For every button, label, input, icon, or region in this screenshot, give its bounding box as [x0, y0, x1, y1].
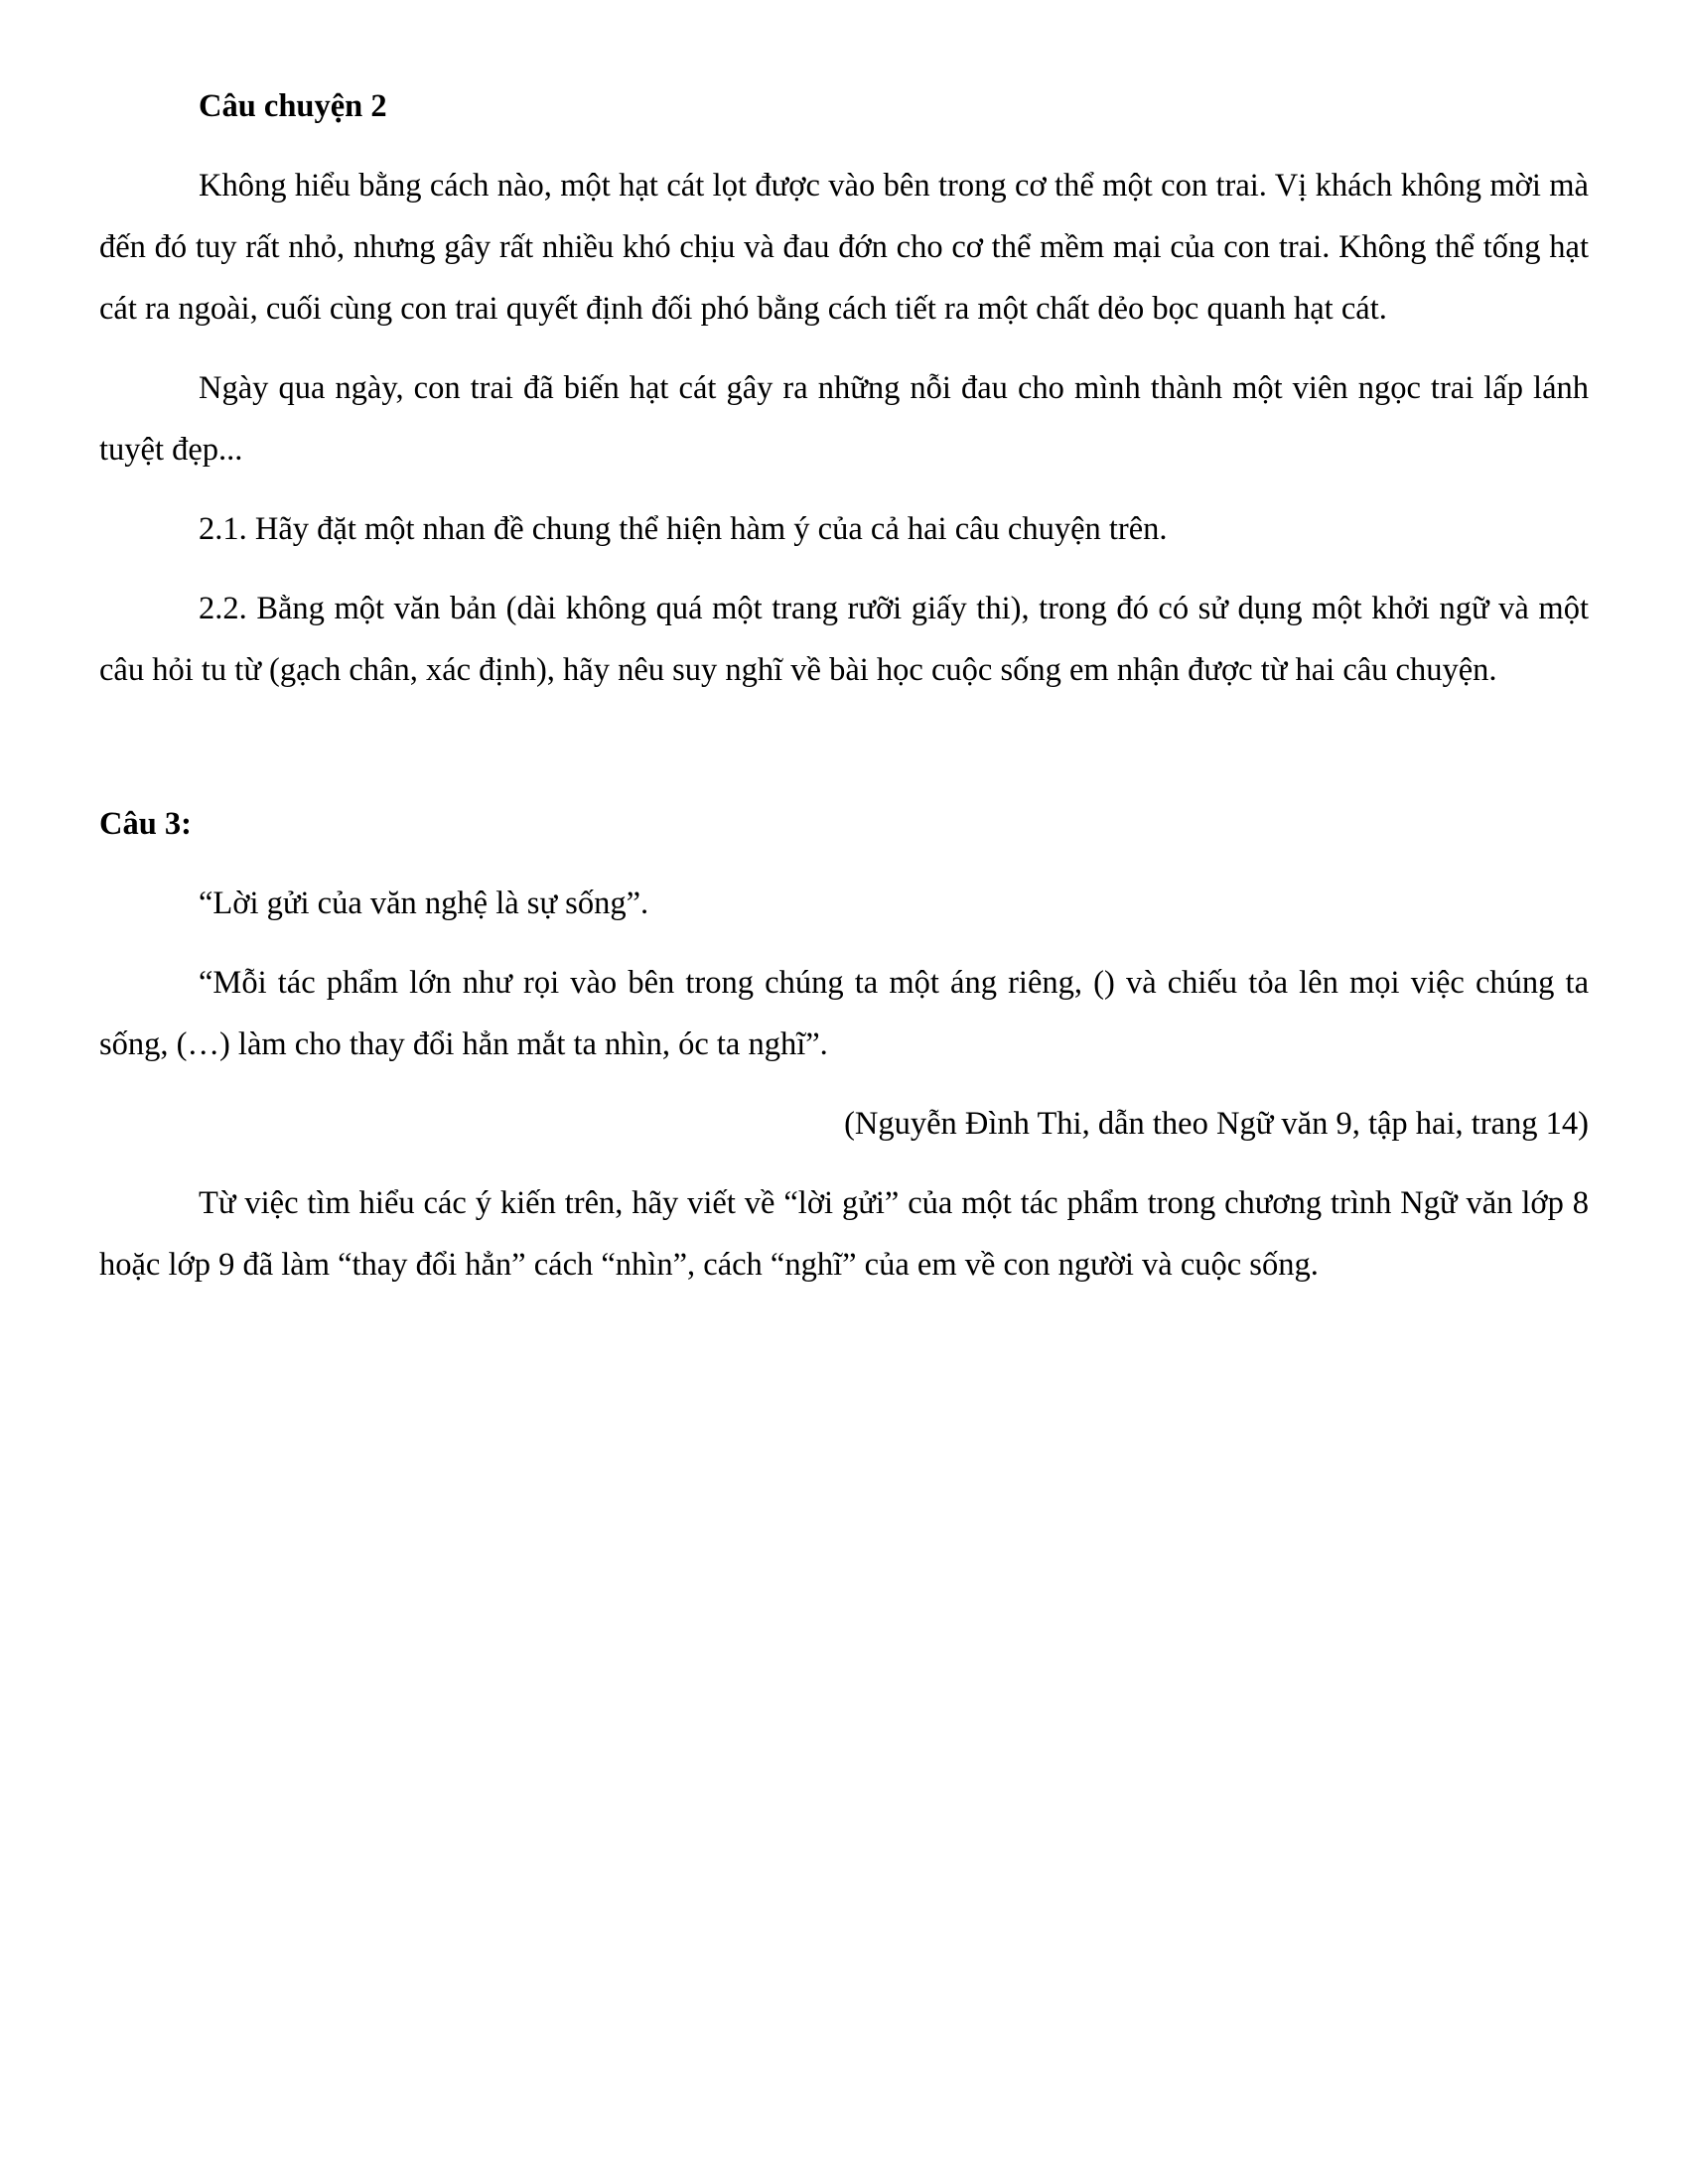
cau3-heading: Câu 3: — [99, 806, 192, 842]
story2-paragraph-2: Ngày qua ngày, con trai đã biến hạt cát gây ra những nỗi đau cho mình thành một viên ngọc trai lấp lánh tuyệt đẹp... — [99, 370, 1589, 468]
story2-paragraph-1: Không hiểu bằng cách nào, một hạt cát lọt được vào bên trong cơ thể một con trai. Vị khách không mời mà đến đó tuy rất nhỏ, nhưng gây rất nhiều khó chịu và đau đớn cho cơ thể mềm mại của con trai. Không thể tống hạt cát ra ngoài, cuối cùng con trai quyết định đối phó bằng cách tiết ra một chất dẻo bọc quanh hạt cát. — [99, 168, 1589, 327]
document-page — [99, 75, 1589, 1296]
cau3-task: Từ việc tìm hiểu các ý kiến trên, hãy viết về “lời gửi” của một tác phẩm trong chương trình Ngữ văn lớp 8 hoặc lớp 9 đã làm “thay đổi hẳn” cách “nhìn”, cách “nghĩ” của em về con người và cuộc sống. — [99, 1185, 1589, 1283]
story2-heading: Câu chuyện 2 — [199, 88, 387, 124]
cau3-quote-1: “Lời gửi của văn nghệ là sự sống”. — [199, 886, 649, 921]
question-2-1: 2.1. Hãy đặt một nhan đề chung thể hiện hàm ý của cả hai câu chuyện trên. — [199, 511, 1168, 547]
question-2-2: 2.2. Bằng một văn bản (dài không quá một trang rưỡi giấy thi), trong đó có sử dụng một khởi ngữ và một câu hỏi tu từ (gạch chân, xác định), hãy nêu suy nghĩ về bài học cuộc sống em nhận được từ hai câu chuyện. — [99, 591, 1589, 688]
cau3-quote-2: “Mỗi tác phẩm lớn như rọi vào bên trong chúng ta một áng riêng, () và chiếu tỏa lên mọi việc chúng ta sống, (…) làm cho thay đổi hẳn mắt ta nhìn, óc ta nghĩ”. — [99, 965, 1589, 1062]
cau3-source-citation: (Nguyễn Đình Thi, dẫn theo Ngữ văn 9, tập hai, trang 14) — [844, 1106, 1589, 1142]
